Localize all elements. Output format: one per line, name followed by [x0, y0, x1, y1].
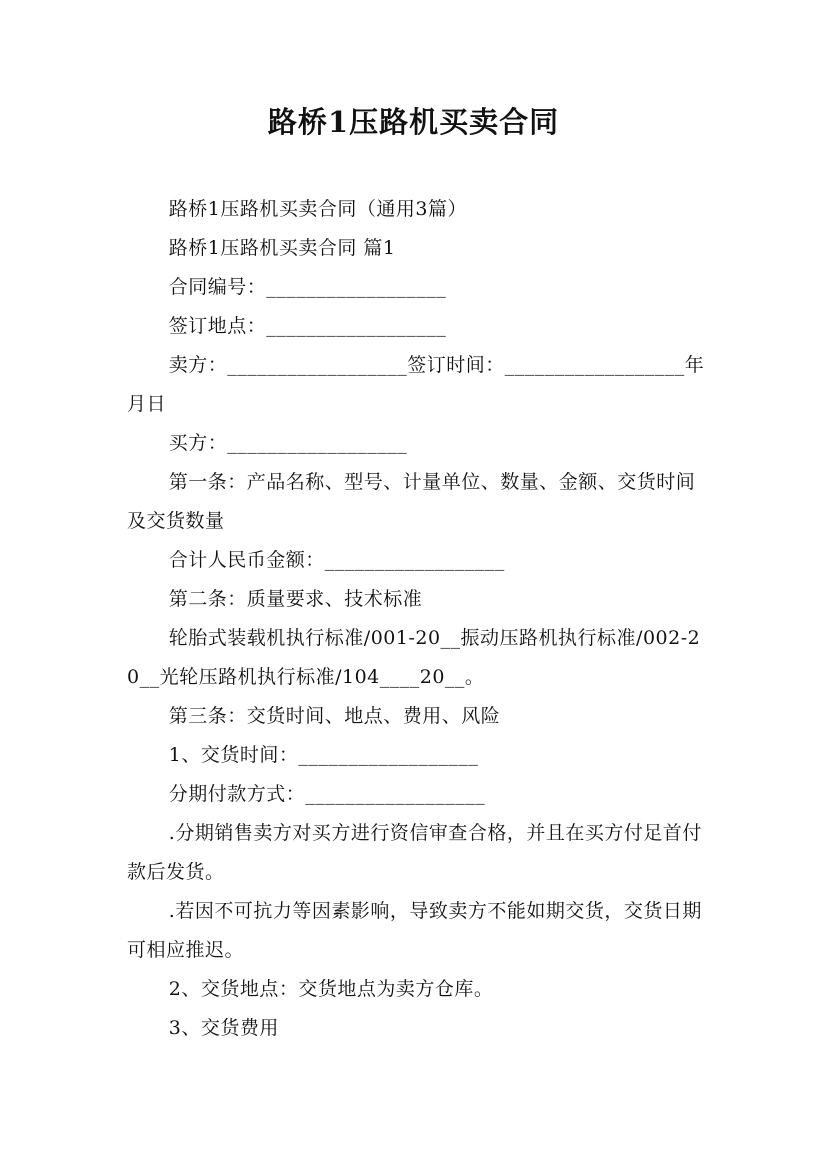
document-title: 路桥1压路机买卖合同: [267, 105, 560, 139]
paragraph-installment-sale: .分期销售卖方对买方进行资信审查合格，并且在买方付足首付款后发货。: [127, 822, 702, 883]
paragraph-total-amount: 合计人民币金额：__________________: [168, 549, 505, 571]
paragraph-subtitle: 路桥1压路机买卖合同（通用3篇）: [168, 198, 467, 220]
paragraph-force-majeure: .若因不可抗力等因素影响，导致卖方不能如期交货，交货日期可相应推迟。: [127, 900, 702, 961]
document-body: [127, 190, 705, 1048]
paragraph-delivery-place: 2、交货地点：交货地点为卖方仓库。: [168, 978, 494, 1000]
paragraph-delivery-cost: 3、交货费用: [168, 1017, 279, 1039]
paragraph-article-1: 第一条：产品名称、型号、计量单位、数量、金额、交货时间及交货数量: [127, 471, 696, 532]
paragraph-contract-number: 合同编号：__________________: [168, 276, 447, 298]
paragraph-article-2: 第二条：质量要求、技术标准: [168, 588, 423, 610]
paragraph-article-3: 第三条：交货时间、地点、费用、风险: [168, 705, 501, 727]
paragraph-buyer: 买方：__________________: [168, 432, 408, 454]
paragraph-seller-signing-time: 卖方：__________________签订时间：__________________年月日: [127, 354, 705, 415]
paragraph-installment-method: 分期付款方式：__________________: [168, 783, 486, 805]
paragraph-section-heading: 路桥1压路机买卖合同 篇1: [168, 237, 396, 259]
paragraph-delivery-time: 1、交货时间：__________________: [168, 744, 479, 766]
paragraph-standards: 轮胎式装载机执行标准/001-20__振动压路机执行标准/002-20__光轮压路机执行标准/104____20__。: [127, 627, 701, 688]
paragraph-signing-place: 签订地点：__________________: [168, 315, 447, 337]
